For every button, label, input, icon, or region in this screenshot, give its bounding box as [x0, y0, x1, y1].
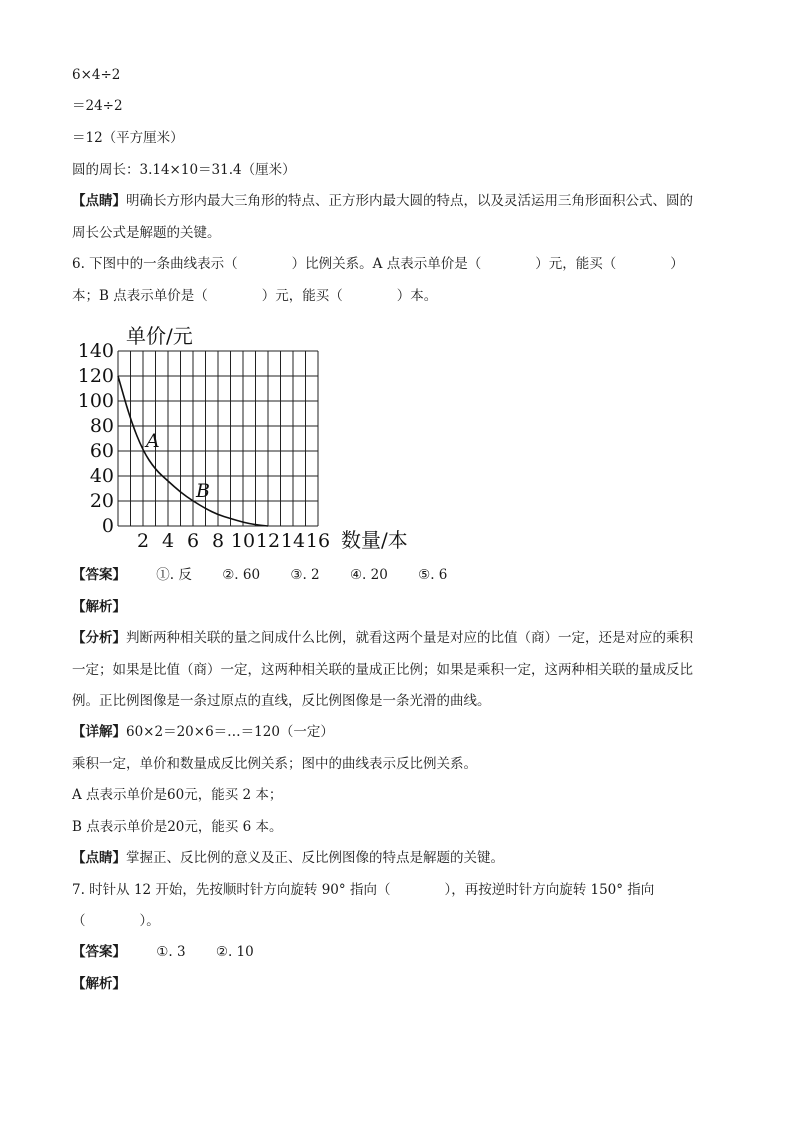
x-tick-label: 12 [255, 530, 281, 552]
calc-line-1: 6×4÷2 [72, 67, 121, 83]
analysis-heading-2: 【解析】 [72, 976, 126, 992]
answer7-item-2: ②. 10 [215, 944, 254, 960]
q7-line-a: 7. 时针从 12 开始，先按顺时针方向旋转 90° 指向（ ），再按逆时针方向旋转 150° 指向 [72, 882, 655, 898]
point-label-b: B [196, 480, 210, 502]
note2-tag: 【点睛】 [72, 850, 126, 866]
fenxi-text-a: 判断两种相关联的量之间成什么比例，就看这两个量是对应的比值（商）一定，还是对应的乘积 [126, 630, 693, 646]
answer6-tag: 【答案】 [72, 567, 126, 583]
detail-line-4: B 点表示单价是20元，能买 6 本。 [72, 819, 283, 835]
chart-y-label: 单价/元 [126, 324, 193, 348]
calc-line-2: ＝24÷2 [72, 98, 123, 114]
note2-text: 掌握正、反比例的意义及正、反比例图像的特点是解题的关键。 [126, 850, 504, 866]
q6-line-b: 本；B 点表示单价是（ ）元，能买（ ）本。 [72, 288, 438, 304]
answer7-line [72, 943, 254, 961]
note1-tag: 【点睛】 [72, 193, 126, 209]
detail-tag: 【详解】 [72, 724, 126, 740]
note1-line-b: 周长公式是解题的关键。 [72, 225, 221, 241]
note2-line [72, 849, 504, 867]
chart-x-label: 数量/本 [341, 528, 408, 552]
answer6-item-1: ①. 反 [156, 567, 192, 583]
y-tick-label: 140 [78, 340, 114, 362]
answer6-line [72, 566, 447, 584]
note1-line-a [72, 192, 693, 210]
calc-line-3: ＝12（平方厘米） [72, 130, 184, 146]
answer6-item-3: ③. 2 [290, 567, 320, 583]
x-tick-label: 16 [305, 530, 331, 552]
x-tick-label: 4 [161, 530, 175, 552]
answer6-item-2: ②. 60 [222, 567, 261, 583]
answer7-item-1: ①. 3 [156, 944, 186, 960]
detail-line-2: 乘积一定，单价和数量成反比例关系；图中的曲线表示反比例关系。 [72, 756, 477, 772]
point-label-a: A [146, 430, 160, 452]
y-tick-label: 60 [89, 440, 114, 462]
x-tick-label: 8 [211, 530, 225, 552]
x-tick-label: 10 [230, 530, 256, 552]
detail-line-3: A 点表示单价是60元，能买 2 本； [72, 787, 283, 803]
y-tick-label: 100 [78, 390, 114, 412]
answer6-item-4: ④. 20 [349, 567, 388, 583]
y-tick-label: 120 [78, 365, 114, 387]
detail-line-1 [72, 723, 334, 741]
note1-text-a: 明确长方形内最大三角形的特点、正方形内最大圆的特点，以及灵活运用三角形面积公式、圆的 [126, 193, 693, 209]
chart-y-ticks [78, 340, 114, 537]
fenxi-line-a [72, 629, 693, 647]
x-tick-label: 14 [280, 530, 306, 552]
y-tick-label: 40 [89, 465, 114, 487]
x-tick-label: 2 [136, 530, 150, 552]
y-tick-label: 0 [101, 515, 114, 537]
q6-line-a: 6. 下图中的一条曲线表示（ ）比例关系。A 点表示单价是（ ）元，能买（ ） [72, 256, 684, 272]
calc-line-4: 圆的周长：3.14×10＝31.4（厘米） [72, 162, 296, 178]
fenxi-tag: 【分析】 [72, 630, 126, 646]
fenxi-line-c: 例。正比例图像是一条过原点的直线，反比例图像是一条光滑的曲线。 [72, 693, 491, 709]
answer7-tag: 【答案】 [72, 944, 126, 960]
analysis-heading: 【解析】 [72, 599, 126, 615]
chart-x-ticks [137, 530, 330, 552]
y-tick-label: 20 [89, 490, 114, 512]
detail-text: 60×2＝20×6＝…＝120（一定） [126, 724, 334, 740]
fenxi-line-b: 一定；如果是比值（商）一定，这两种相关联的量成正比例；如果是乘积一定，这两种相关联的量成反比 [72, 662, 693, 678]
q7-line-b: （ ）。 [72, 913, 160, 929]
inverse-proportion-chart [78, 324, 418, 556]
y-tick-label: 80 [89, 415, 114, 437]
x-tick-label: 6 [186, 530, 200, 552]
answer6-item-5: ⑤. 6 [418, 567, 448, 583]
